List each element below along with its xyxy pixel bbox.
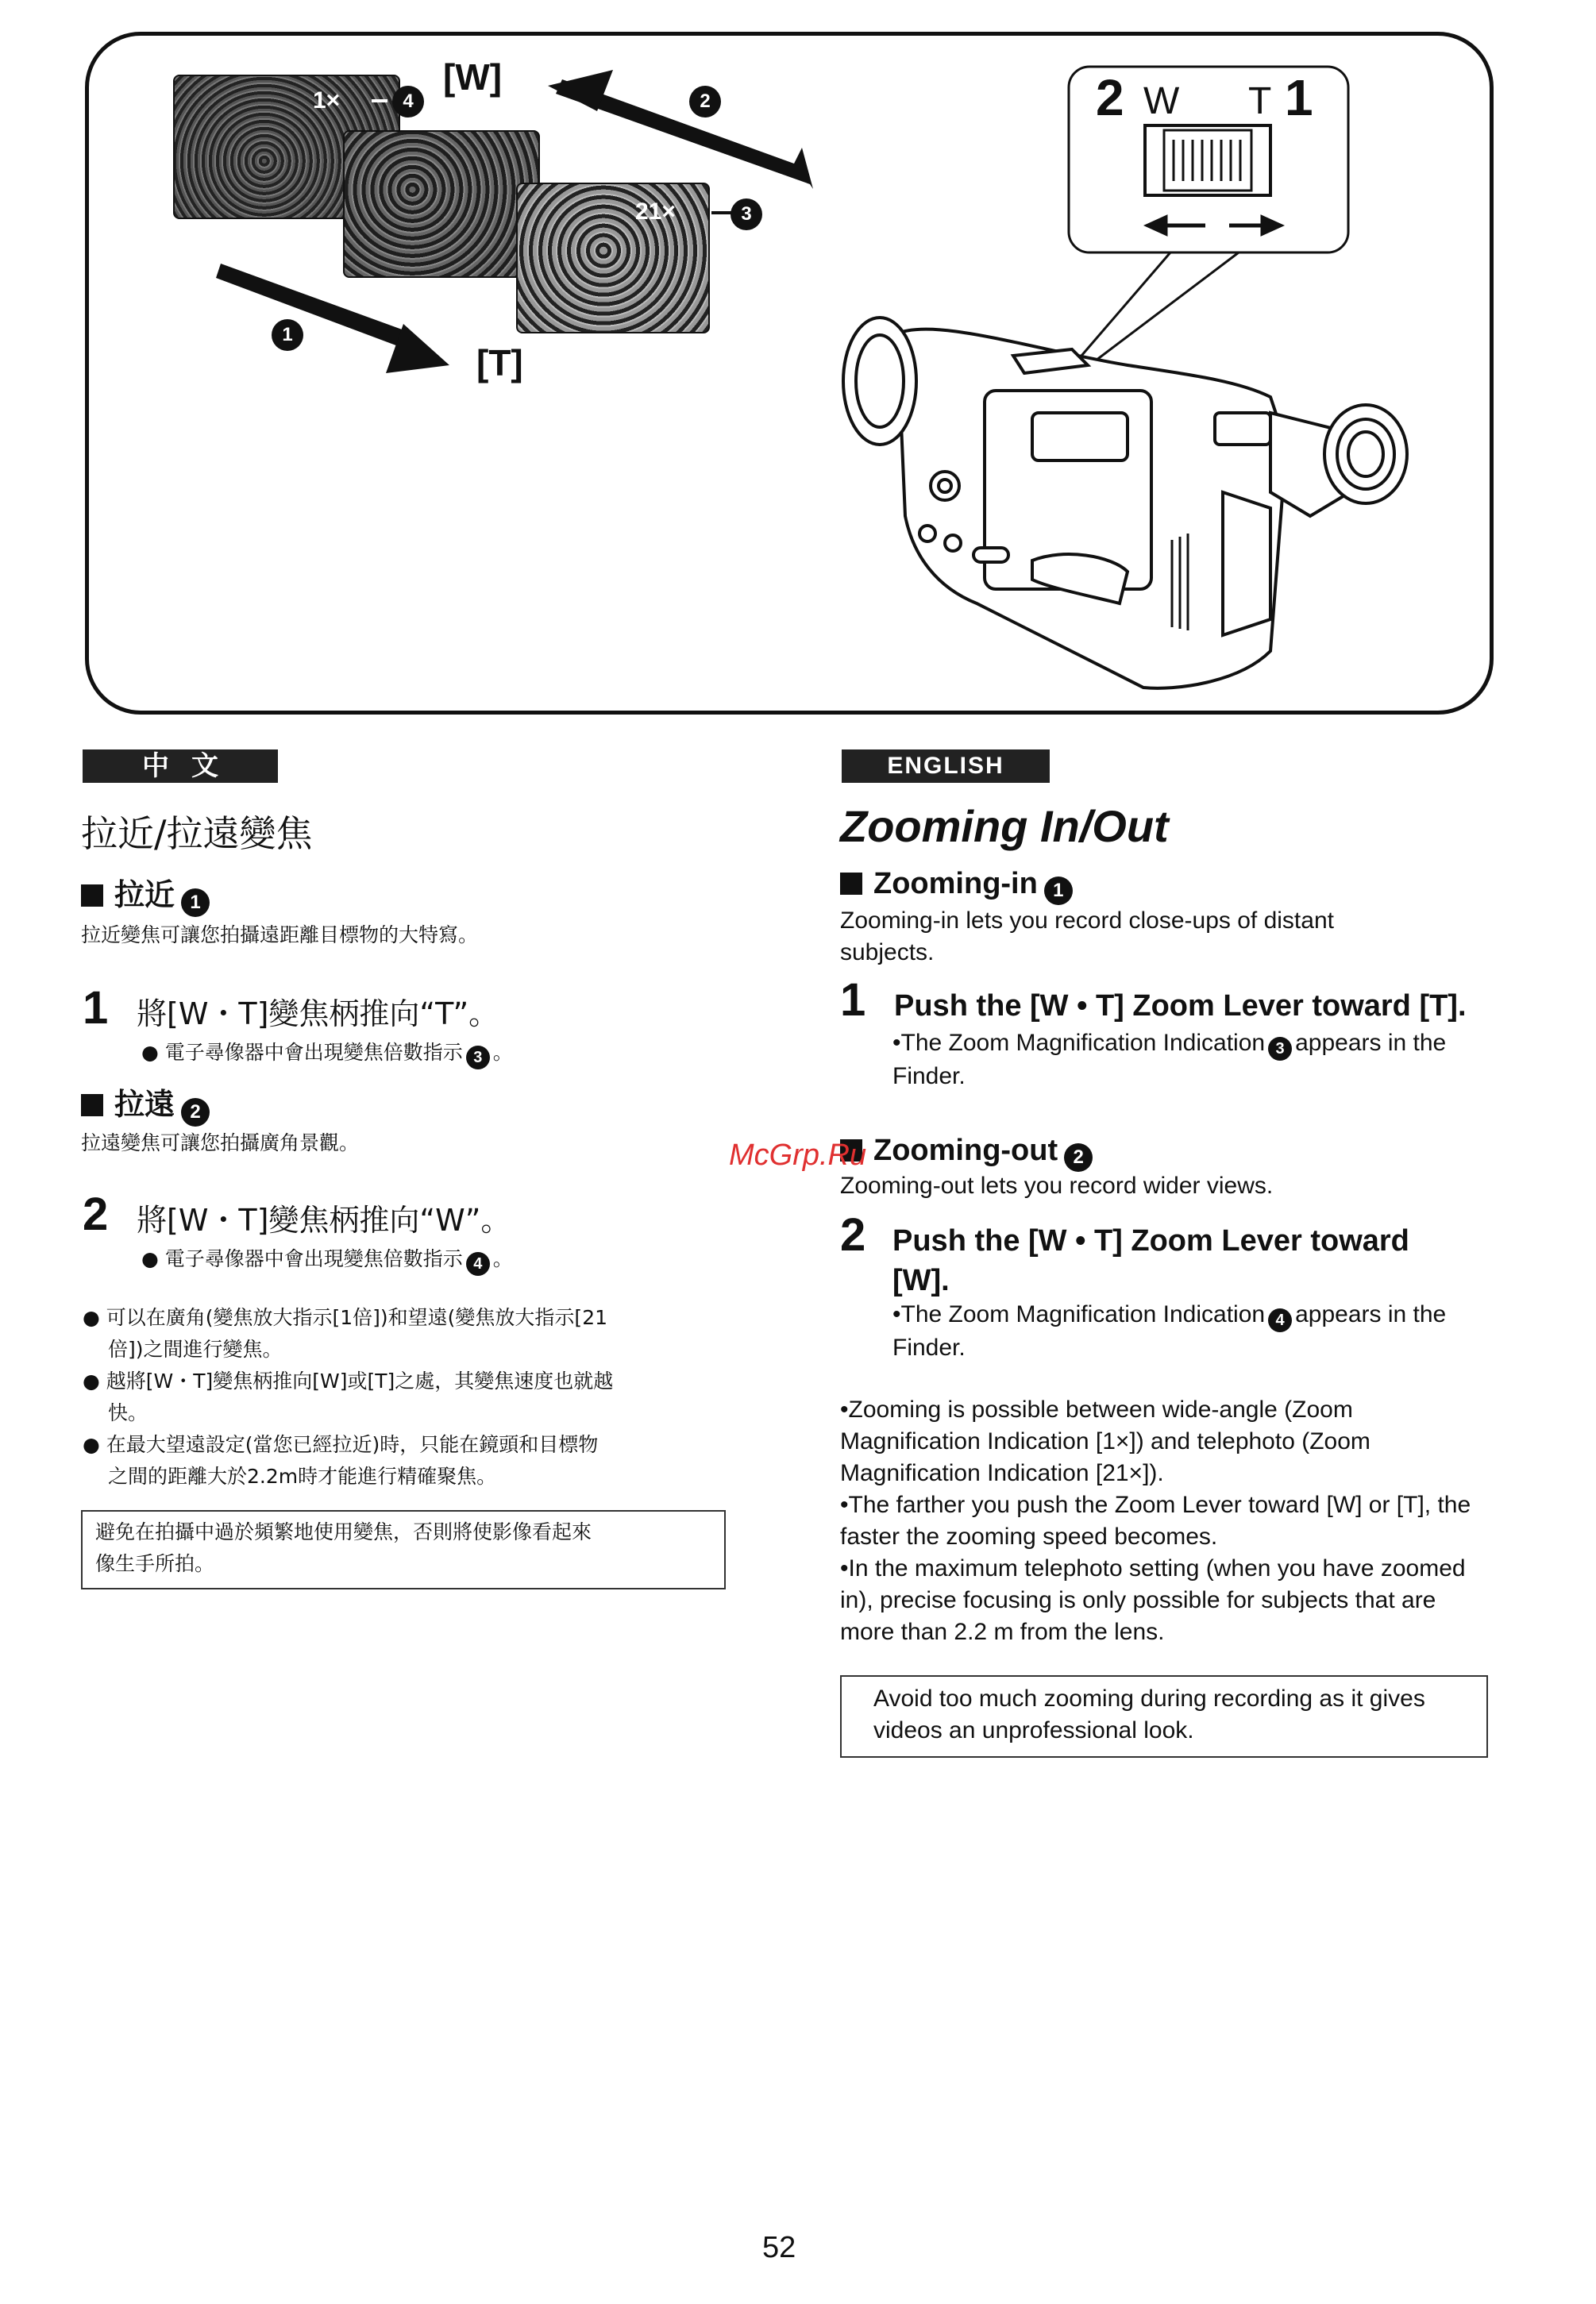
zh-zoom-in-body: 拉近變焦可讓您拍攝遠距離目標物的大特寫。 [81, 923, 479, 946]
lever-w-label: W [1143, 80, 1180, 122]
en-zoom-in-body: Zooming-in lets you record close-ups of distant subjects. [840, 907, 1334, 965]
zh-step2-text: 將[W・T]變焦柄推向“W”。 [137, 1203, 511, 1238]
en-zoom-in-num: 1 [1044, 877, 1073, 905]
tele-label: [T] [476, 342, 523, 383]
camcorder-icon [843, 318, 1407, 688]
zh-zoom-out-body: 拉遠變焦可讓您拍攝廣角景觀。 [81, 1131, 360, 1154]
zh-note-1: ● 可以在廣角(變焦放大指示[1倍])和望遠(變焦放大指示[21 倍])之間進行變焦。 [83, 1306, 608, 1361]
en-note-3: •In the maximum telephoto setting (when you have zoomed in), precise focusing is only possible for subjects that are more than 2.2 m from the lens. [840, 1555, 1466, 1645]
magnification-1x-label: 1× [313, 87, 341, 114]
zh-step1-number: 1 [83, 982, 109, 1034]
watermark-text: McGrp.Ru [729, 1139, 867, 1172]
zh-step2-bullet: ● 電子尋像器中會出現變焦倍數指示 4 。 [141, 1243, 513, 1276]
english-section-tag: ENGLISH [842, 749, 1050, 783]
zh-caution-text: 避免在拍攝中過於頻繁地使用變焦，否則將使影像看起來 像生手所拍。 [95, 1520, 592, 1575]
en-step1-number: 1 [840, 974, 866, 1026]
zh-zoom-out-heading: 拉遠 2 [81, 1080, 210, 1127]
page-number: 52 [762, 2231, 796, 2264]
magnification-21x-label: 21× [635, 198, 676, 225]
callout-4: 4 [392, 86, 424, 118]
zh-note-3: ● 在最大望遠設定(當您已經拉近)時，只能在鏡頭和目標物 之間的距離大於2.2m時才能進行精確聚焦。 [83, 1433, 599, 1488]
lever-t-label: T [1248, 80, 1272, 122]
callout-3: 3 [731, 198, 762, 230]
figure-drawing [0, 0, 1596, 730]
en-page-title: Zooming In/Out [840, 801, 1169, 851]
chinese-section-tag: 中文 [83, 749, 278, 783]
zh-zoom-out-num: 2 [181, 1098, 210, 1127]
en-zoom-out-body: Zooming-out lets you record wider views. [840, 1173, 1274, 1199]
en-note-1: •Zooming is possible between wide-angle (Zoom Magnification Indication [1×]) and telephoto (Zoom Magnification Indication [21×]). [840, 1397, 1370, 1486]
en-step1-bullet: •The Zoom Magnification Indication 3 appears in the Finder. [892, 1030, 1447, 1089]
en-step1-text: Push the [W • T] Zoom Lever toward [T]. [894, 989, 1467, 1023]
zh-step1-bullet: ● 電子尋像器中會出現變焦倍數指示 3 。 [141, 1037, 513, 1069]
arrow-tele-icon [216, 264, 413, 349]
en-zoom-out-num: 2 [1064, 1143, 1093, 1172]
zh-step1-text: 將[W・T]變焦柄推向“T”。 [137, 996, 499, 1031]
lever-left-number: 2 [1096, 69, 1124, 126]
wide-label: [W] [443, 56, 503, 98]
en-step2-number: 2 [840, 1209, 866, 1261]
en-step2-text: Push the [W • T] Zoom Lever toward [W]. [892, 1224, 1409, 1297]
en-zoom-out-heading: Zooming-out 2 [840, 1134, 1093, 1172]
lever-right-number: 1 [1285, 69, 1313, 126]
zh-step2-number: 2 [83, 1189, 109, 1240]
en-zoom-in-heading: Zooming-in 1 [840, 867, 1073, 905]
callout-1: 1 [272, 319, 303, 351]
zh-page-title: 拉近/拉遠變焦 [81, 812, 313, 855]
en-step2-bullet: •The Zoom Magnification Indication 4 appears in the Finder. [892, 1301, 1447, 1361]
zh-zoom-in-heading: 拉近 1 [81, 870, 210, 917]
zh-note-2: ● 越將[W・T]變焦柄推向[W]或[T]之處，其變焦速度也就越 快。 [83, 1370, 614, 1424]
callout-2: 2 [689, 86, 721, 118]
en-caution-text: Avoid too much zooming during recording as it gives videos an unprofessional look. [873, 1686, 1425, 1743]
zh-zoom-in-num: 1 [181, 888, 210, 917]
en-note-2: •The farther you push the Zoom Lever toward [W] or [T], the faster the zooming speed becomes. [840, 1492, 1471, 1550]
